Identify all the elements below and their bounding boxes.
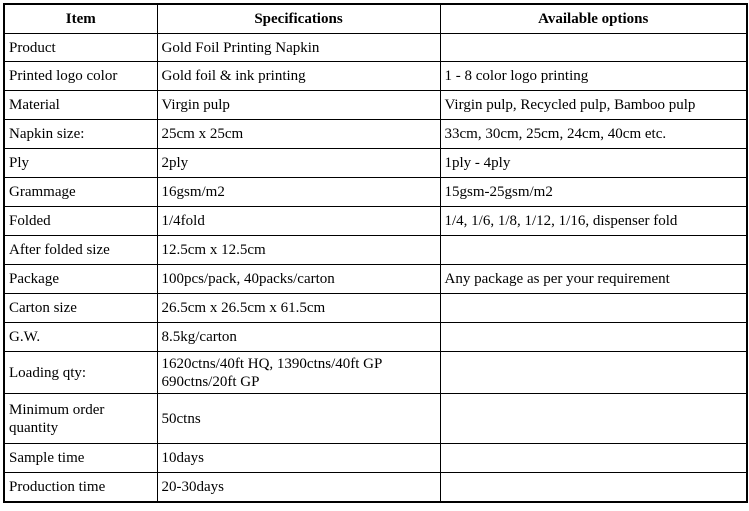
- table-row: [4, 149, 747, 178]
- cell-specification: [157, 265, 440, 294]
- table-row: [4, 352, 747, 394]
- cell-item: Folded: [4, 207, 157, 236]
- cell-item: Material: [4, 91, 157, 120]
- cell-specification: [157, 120, 440, 149]
- cell-item: Ply: [4, 149, 157, 178]
- header-item: Item: [4, 4, 157, 34]
- table-row: [4, 120, 747, 149]
- cell-item: Product: [4, 34, 157, 62]
- cell-specification: [157, 178, 440, 207]
- cell-available-option: [440, 444, 747, 473]
- cell-item: After folded size: [4, 236, 157, 265]
- cell-item: Printed logo color: [4, 62, 157, 91]
- table-row: [4, 207, 747, 236]
- specification-line: 100pcs/pack, 40packs/carton: [161, 271, 335, 287]
- cell-item: Napkin size:: [4, 120, 157, 149]
- specification-line: 50ctns: [161, 410, 201, 427]
- specification-line: Virgin pulp: [161, 97, 230, 113]
- table-row: [4, 34, 747, 62]
- cell-specification: [157, 352, 440, 394]
- cell-available-option: Any package as per your requirement: [440, 265, 747, 294]
- cell-item: Package: [4, 265, 157, 294]
- specification-line: Gold Foil Printing Napkin: [161, 39, 320, 56]
- cell-item: Sample time: [4, 444, 157, 473]
- spec-table: [3, 3, 748, 503]
- specification-line: 1620ctns/40ft HQ, 1390ctns/40ft GP: [161, 355, 383, 372]
- cell-available-option: 1ply - 4ply: [440, 149, 747, 178]
- specification-line: 25cm x 25cm: [161, 126, 244, 142]
- table-row: [4, 265, 747, 294]
- cell-specification: [157, 207, 440, 236]
- table-row: [4, 394, 747, 444]
- cell-specification: [157, 62, 440, 91]
- table-row: [4, 323, 747, 352]
- cell-item: Carton size: [4, 294, 157, 323]
- specification-line: 2ply: [161, 155, 189, 171]
- header-specifications: Specifications: [157, 4, 440, 34]
- cell-specification: [157, 34, 440, 62]
- cell-specification: [157, 149, 440, 178]
- cell-item: G.W.: [4, 323, 157, 352]
- cell-available-option: [440, 394, 747, 444]
- specification-line: 20-30days: [161, 478, 224, 495]
- cell-item: Loading qty:: [4, 352, 157, 394]
- cell-available-option: [440, 34, 747, 62]
- table-row: [4, 62, 747, 91]
- cell-available-option: [440, 323, 747, 352]
- cell-item: Grammage: [4, 178, 157, 207]
- cell-available-option: [440, 352, 747, 394]
- cell-available-option: [440, 236, 747, 265]
- table-row: [4, 236, 747, 265]
- table-row: [4, 473, 747, 502]
- cell-available-option: Virgin pulp, Recycled pulp, Bamboo pulp: [440, 91, 747, 120]
- cell-item: Minimum order quantity: [4, 394, 157, 444]
- cell-specification: [157, 394, 440, 444]
- cell-available-option: 33cm, 30cm, 25cm, 24cm, 40cm etc.: [440, 120, 747, 149]
- specification-line: 1/4fold: [161, 213, 205, 229]
- cell-item: Production time: [4, 473, 157, 502]
- specification-line: Gold foil & ink printing: [161, 68, 306, 84]
- specification-line: 8.5kg/carton: [161, 329, 237, 345]
- table-row: [4, 91, 747, 120]
- spec-table-container: [3, 3, 748, 503]
- cell-specification: [157, 236, 440, 265]
- header-available-options: Available options: [440, 4, 747, 34]
- cell-specification: [157, 294, 440, 323]
- table-body: [4, 34, 747, 502]
- cell-specification: [157, 444, 440, 473]
- specification-line: 16gsm/m2: [161, 184, 225, 200]
- table-row: [4, 294, 747, 323]
- cell-specification: [157, 323, 440, 352]
- cell-available-option: 1 - 8 color logo printing: [440, 62, 747, 91]
- cell-available-option: 15gsm-25gsm/m2: [440, 178, 747, 207]
- specification-line: 26.5cm x 26.5cm x 61.5cm: [161, 300, 326, 316]
- specification-line: 10days: [161, 450, 204, 466]
- cell-available-option: [440, 473, 747, 502]
- cell-specification: [157, 473, 440, 502]
- table-row: [4, 178, 747, 207]
- table-row: [4, 444, 747, 473]
- cell-specification: [157, 91, 440, 120]
- cell-available-option: 1/4, 1/6, 1/8, 1/12, 1/16, dispenser fold: [440, 207, 747, 236]
- specification-line: 690ctns/20ft GP: [161, 373, 260, 390]
- cell-available-option: [440, 294, 747, 323]
- table-header-row: [4, 4, 747, 34]
- specification-line: 12.5cm x 12.5cm: [161, 242, 266, 258]
